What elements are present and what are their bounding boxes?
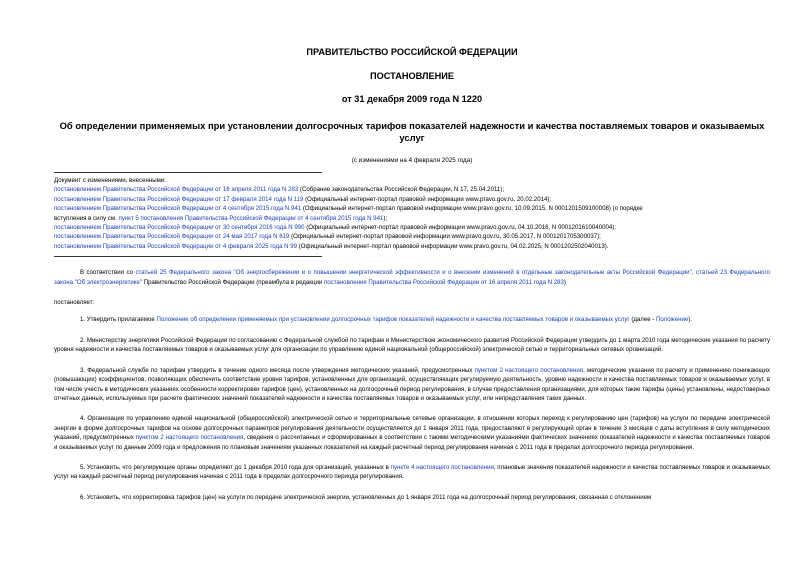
document-page [54,40,770,502]
divider-top [54,172,322,173]
government-name: ПРАВИТЕЛЬСТВО РОССИЙСКОЙ ФЕДЕРАЦИИ [306,47,518,57]
decree-link-283[interactable]: постановления Правительства Российской Федерации от 16 апреля 2011 года N 283 [323,278,564,286]
paragraph-1: 1. Утвердить прилагаемое Положение об определении применяемых при установлении долгосрочных тарифов показателей надежности и качества поставляемых товаров и оказываемых услуг (далее - Положение). [80,316,692,324]
amendments-block [54,176,770,251]
document-date-number: от 31 декабря 2009 года N 1220 [341,94,483,104]
paragraph-3: 3. Федеральной службе по тарифам утвердить в течение одного месяца после утверждения методических указаний, предусмотренных пунктом 2 настоящего постановления, методические указания по расчету и применению понижающих (повышающих) коэффициентов, позволяющих обеспечить соответствие уровня тарифов, установленных для организаций, осуществляющих регулируемую деятельность, уровню надежности и качества поставляемых товаров и оказываемых услуг, в том числе учесть в методических указаниях особенности корректировки тарифов (цен), установленных на долгосрочный период регулирования, в случае предоставления организациями, для которых такие тарифы (цены) установлены, недостоверных отчетных данных, используемых при расчете фактических значений показателей надежности и качества поставляемых товаров и оказываемых услуг, или непредставления таких данных. [54,366,770,402]
paragraph-4-link[interactable]: пункте 4 настоящего постановления [390,463,494,471]
regulation-link[interactable]: Положение об определении применяемых при установлении долгосрочных тарифов показателей надежности и качества поставляемых товаров и оказываемых услуг [156,316,630,324]
paragraph-2-link[interactable]: пунктом 2 настоящего постановления [474,366,584,374]
amendments-heading: Документ с изменениями, внесенными: [54,177,166,184]
edition-note: (с изменениями на 4 февраля 2025 года) [351,157,473,164]
amendment-item: постановлением Правительства Российской Федерации от 4 сентября 2015 года N 941 (Официальный интернет-портал правовой информации www.pravo.gov.ru, 10.09.2015, N 0001201509100008) (о порядке [54,205,643,213]
amendment-link[interactable]: пункт 5 постановления Правительства Российской Федерации от 4 сентября 2015 года N 941 [118,214,384,222]
amendment-link[interactable]: постановлением Правительства Российской Федерации от 30 сентября 2016 года N 990 [54,224,305,232]
amendment-link[interactable]: постановлением Правительства Российской Федерации от 24 мая 2017 года N 619 [54,233,290,241]
amendment-link[interactable]: постановлением Правительства Российской Федерации от 16 апреля 2011 года N 283 [54,186,299,194]
amendment-item: постановлением Правительства Российской Федерации от 17 февраля 2014 года N 119 (Официальный интернет-портал правовой информации www.pravo.gov.ru, 20.02.2014); [54,195,552,203]
law-link-energy-saving[interactable]: статьей 25 Федерального закона "Об энергосбережении и о повышении энергетической эффективности и о внесении изменений в отдельные законодательные акты Российской Федерации" [135,269,692,277]
regulation-short-link[interactable]: Положение [656,316,689,324]
amendment-link[interactable]: постановлением Правительства Российской Федерации от 4 февраля 2025 года N 99 [54,242,298,250]
document-title: Об определении применяемых при установлении долгосрочных тарифов показателей надежности и качества поставляемых товаров и оказываемых услуг [59,120,765,143]
paragraph-2: 2. Министерству энергетики Российской Федерации по согласованию с Федеральной службой по тарифам и Министерством экономического развития Российской Федерации утвердить до 1 марта 2010 года методические указания по расчету уровня надежности и качества поставляемых товаров и оказываемых услуг для организации по управлению единой национальной (общероссийской) электрической сетью и территориальных сетевых организаций. [54,336,770,354]
amendment-item: постановлением Правительства Российской Федерации от 4 февраля 2025 года N 99 (Официальный интернет-портал правовой информации www.pravo.gov.ru, 04.02.2025, N 0001202502040013). [54,242,609,250]
resolves-line: постановляет: [54,299,95,307]
paragraph-2-link[interactable]: пунктом 2 настоящего постановления [135,434,244,442]
amendment-item: постановлением Правительства Российской Федерации от 24 мая 2017 года N 619 (Официальный интернет-портал правовой информации www.pravo.gov.ru, 30.05.2017, N 0001201705300037); [54,233,601,241]
paragraph-5: 5. Установить, что регулирующие органы определяют до 1 декабря 2010 года для организаций, указанных в пункте 4 настоящего постановления, плановые значения показателей надежности и качества поставляемых товаров и оказываемых услуг на каждый расчетный период регулирования начиная с 2011 года в пределах долгосрочного периода регулирования. [54,463,770,481]
amendment-item: вступления в силу см. пункт 5 постановления Правительства Российской Федерации от 4 сентября 2015 года N 941); [54,214,388,222]
document-type: ПОСТАНОВЛЕНИЕ [370,71,454,81]
divider-bottom [54,256,322,257]
amendment-link[interactable]: постановлением Правительства Российской Федерации от 4 сентября 2015 года N 941 [54,205,302,213]
paragraph-4: 4. Организация по управлению единой национальной (общероссийской) электрической сетью и территориальные сетевые организации, в отношении которых переход к регулированию цен (тарифов) на услуги по передаче электрической энергии в форме долгосрочных тарифов на основе долгосрочных параметров регулирования деятельности осуществляется до 1 января 2011 года, предоставляют в регулирующий орган в течение 3 месяцев с даты вступления в силу методических указаний, предусмотренных пунктом 2 настоящего постановления, сведения о рассчитанных и сформированных в соответствии с такими методическими указаниями фактических значениях показателей надежности и качества поставляемых товаров и оказываемых услуг по данным 2009 года и предложения по плановым значениям указанных показателей на каждый расчетный период регулирования начиная с 2011 года в пределах долгосрочного периода регулирования. [54,415,770,451]
preamble-paragraph: В соответствии со статьей 25 Федерального закона "Об энергосбережении и о повышении энергетической эффективности и о внесении изменений в отдельные законодательные акты Российской Федерации", статьей 23 Федерального закона "Об электроэнергетике" Правительство Российской Федерации (преамбула в редакции постановления Правительства Российской Федерации от 16 апреля 2011 года N 283) [54,269,771,286]
amendment-link[interactable]: постановлением Правительства Российской Федерации от 17 февраля 2014 года N 119 [54,195,304,203]
amendment-item: постановлением Правительства Российской Федерации от 30 сентября 2016 года N 990 (Официальный интернет-портал правовой информации www.pravo.gov.ru, 04.10.2016, N 0001201610040004); [54,224,616,232]
amendment-item: постановлением Правительства Российской Федерации от 16 апреля 2011 года N 283 (Собрание законодательства Российской Федерации, N 17, 25.04.2011); [54,186,505,194]
law-link-electric-power[interactable]: статьей 23 Федерального закона "Об электроэнергетике" [54,269,771,286]
paragraph-6: 6. Установить, что корректировка тарифов (цен) на услуги по передаче электрической энергии, установленных до 1 января 2011 года на долгосрочный период регулирования, связанная с отклонением [80,493,652,501]
